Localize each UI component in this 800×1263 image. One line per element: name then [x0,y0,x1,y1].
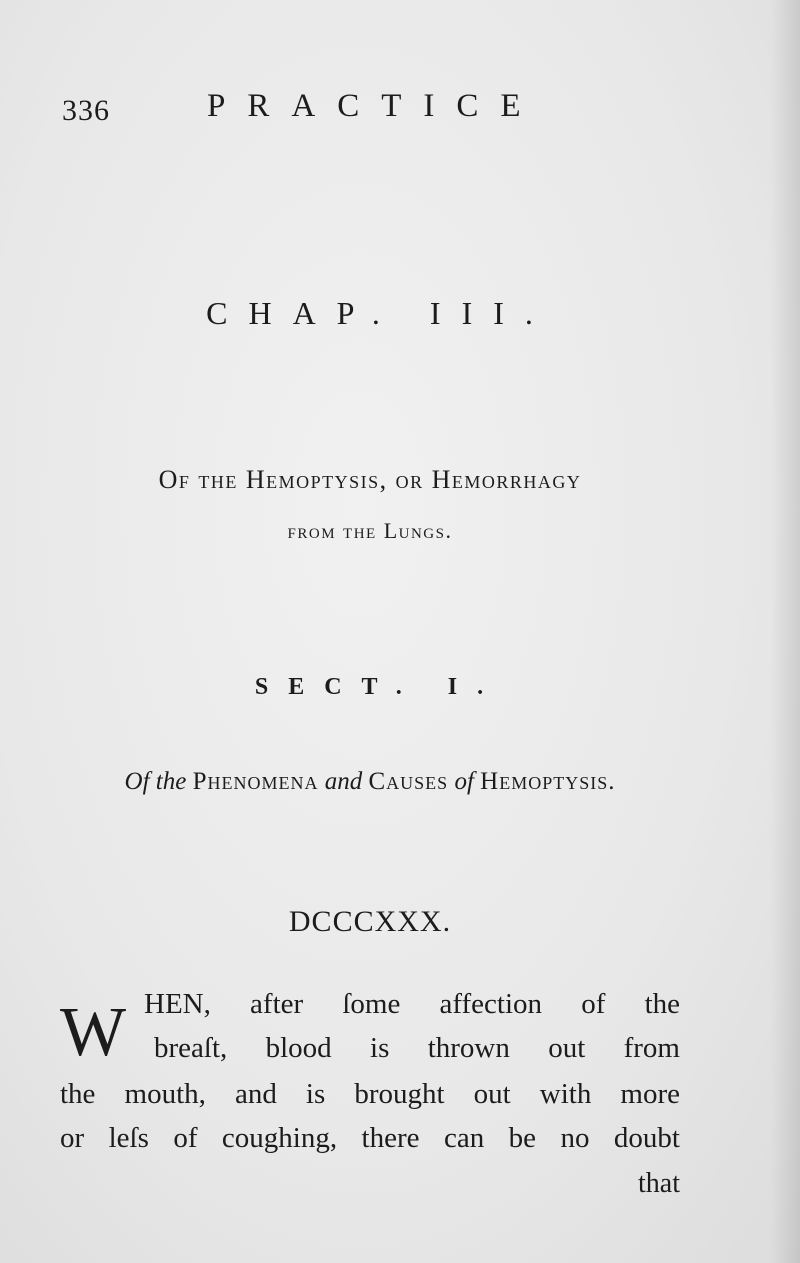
running-head [60,88,680,138]
chapter-title-line-1: Of the Hemoptysis, or Hemorrhagy [158,465,582,494]
page-number: 336 [62,94,110,127]
body-line-1: HEN, after ſome affection of the [144,988,680,1020]
running-title: PRACTICE [207,88,543,124]
paragraph-number: DCCCXXX. [288,905,452,938]
section-title-and: and [324,768,363,795]
catchword: that [638,1168,680,1199]
section-title-hemoptysis: Hemoptysis. [480,768,616,795]
chapter-heading: CHAP. III. [206,295,554,331]
section-heading: SECT. I. [254,674,504,700]
section-title-phenomena: Phenomena [192,768,319,795]
gutter-shadow [770,0,800,1263]
body-line-4: or leſs of coughing, there can be no doubt [60,1122,680,1154]
section-title-of-the: Of the [124,768,187,795]
chapter-title-line-2: from the Lungs. [287,518,453,543]
section-title [60,768,680,796]
drop-cap: W [60,994,127,1071]
section-title-of: of [454,768,474,795]
body-line-3: the mouth, and is brought out with more [60,1078,680,1110]
body-line-2: breaſt, blood is thrown out from [154,1032,680,1064]
section-title-causes: Causes [368,768,449,795]
